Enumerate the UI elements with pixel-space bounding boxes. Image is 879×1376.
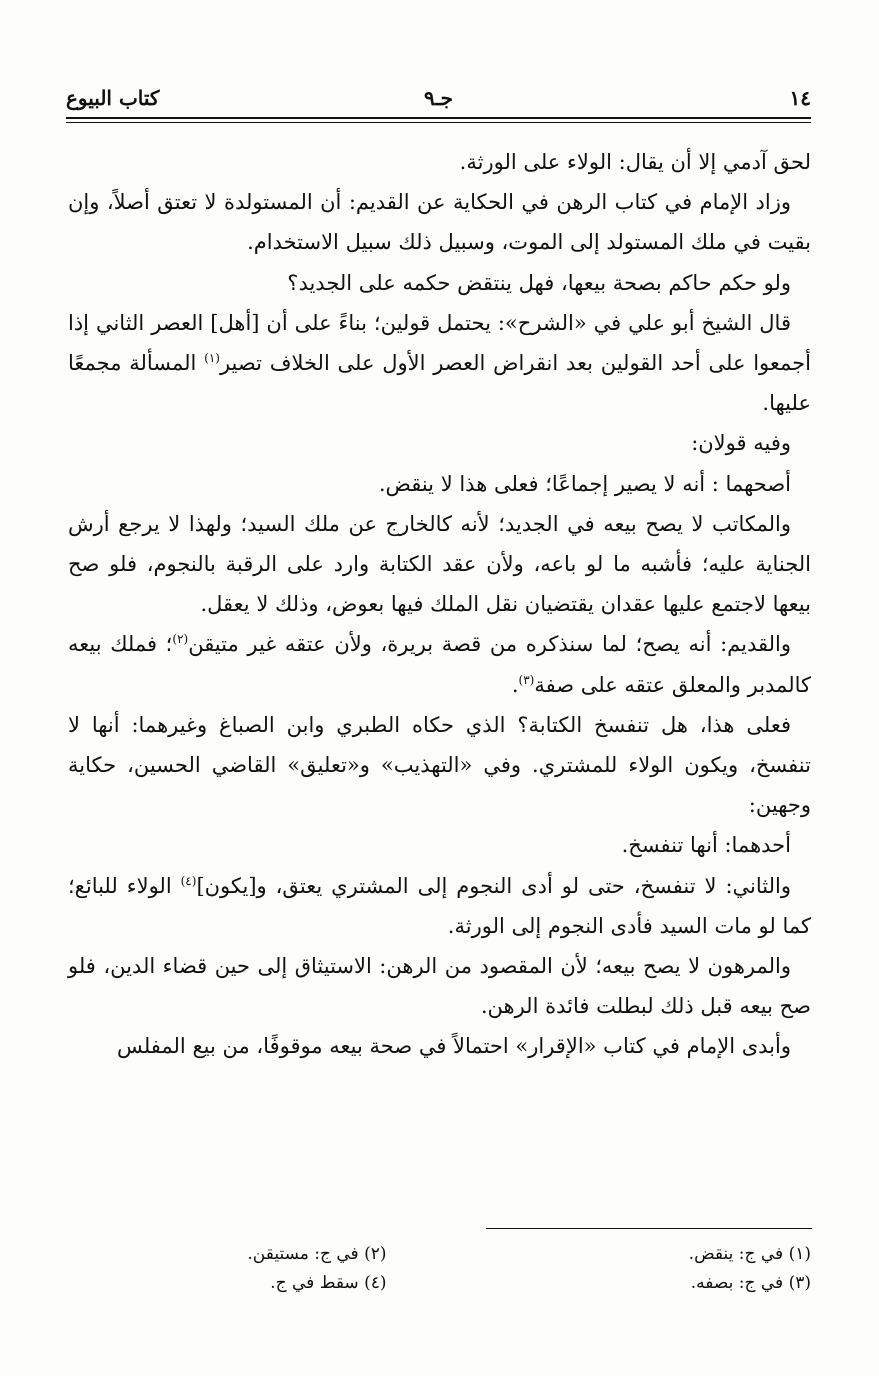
body-text (68, 142, 811, 1067)
footnote-ref: (٤) (180, 873, 197, 888)
paragraph-text: المسألة مجمعًا عليها. (68, 351, 811, 416)
paragraph-text: ؛ فملك بيعه كالمدبر والمعلق عتقه على صفة (68, 632, 811, 697)
footnote: (٤) سقط في ج. (270, 1273, 387, 1293)
paragraph-text: الولاء للبائع؛ كما لو مات السيد فأدى النجوم إلى الورثة. (68, 873, 811, 938)
page-number: ١٤ (789, 86, 811, 110)
volume-label: جـ٩ (424, 86, 453, 110)
paragraph: وأبدى الإمام في كتاب «الإقرار» احتمالاً في صحة بيعه موقوفًا، من بيع المفلس (117, 1034, 791, 1059)
paragraph-text: والقديم: أنه يصح؛ لما سنذكره من قصة بريرة، ولأن عتقه غير متيقن (188, 632, 791, 657)
footnote-ref: (٢) (172, 632, 189, 647)
running-header (66, 78, 811, 110)
header-rule-thick (66, 117, 811, 119)
paragraph: وفيه قولان: (691, 431, 791, 456)
footnote-ref: (١) (204, 351, 220, 366)
footnote: (٣) في ج: بصفه. (690, 1273, 811, 1293)
paragraph: أصحهما : أنه لا يصير إجماعًا؛ فعلى هذا لا ينقض. (378, 471, 791, 496)
paragraph-text: قال الشيخ أبو علي في «الشرح»: يحتمل قولين؛ بناءً على أن [أهل] العصر الثاني إذا أجمعوا على أحد القولين بعد انقراض العصر الأول على الخلاف تصير (68, 310, 811, 376)
footnote-rule (486, 1228, 812, 1229)
paragraph-text: . (511, 672, 519, 697)
paragraph: فعلى هذا، هل تنفسخ الكتابة؟ الذي حكاه الطبري وابن الصباغ وغيرهما: أنها لا تنفسخ، ويكون الولاء للمشتري. وفي «التهذيب» و«تعليق» القاضي الحسين، حكاية وجهين: (68, 712, 811, 818)
footnote: (١) في ج: ينقض. (688, 1244, 811, 1264)
footnotes (66, 1240, 811, 1298)
paragraph (68, 624, 811, 704)
paragraph: أحدهما: أنها تنفسخ. (621, 833, 791, 858)
book-title: كتاب البيوع (66, 86, 160, 110)
paragraph: ولو حكم حاكم بصحة بيعها، فهل ينتقض حكمه على الجديد؟ (287, 270, 791, 295)
footnote: (٢) في ج: مستيقن. (247, 1244, 387, 1264)
paragraph: لحق آدمي إلا أن يقال: الولاء على الورثة. (459, 150, 811, 174)
footnote-ref: (٣) (518, 672, 535, 687)
paragraph (68, 866, 811, 946)
paragraph: والمرهون لا يصح بيعه؛ لأن المقصود من الرهن: الاستيثاق إلى حين قضاء الدين، فلو صح بيعه قبل ذلك لبطلت فائدة الرهن. (68, 954, 811, 1019)
header-rule-thin (66, 122, 811, 123)
paragraph-text: والثاني: لا تنفسخ، حتى لو أدى النجوم إلى المشتري يعتق، و[يكون] (196, 873, 791, 898)
paragraph (68, 303, 811, 424)
paragraph: والمكاتب لا يصح بيعه في الجديد؛ لأنه كالخارج عن ملك السيد؛ ولهذا لا يرجع أرش الجناية عليه؛ فأشبه ما لو باعه، ولأن عقد الكتابة وارد على الرقبة بالنجوم، فلو صح بيعها لاجتمع عليها عقدان يقتضيان نقل الملك فيها بعوض، وذلك لا يعقل. (68, 511, 811, 617)
paragraph: وزاد الإمام في كتاب الرهن في الحكاية عن القديم: أن المستولدة لا تعتق أصلاً، وإن بقيت في ملك المستولد إلى الموت، وسبيل ذلك سبيل الاستخدام. (68, 190, 811, 255)
